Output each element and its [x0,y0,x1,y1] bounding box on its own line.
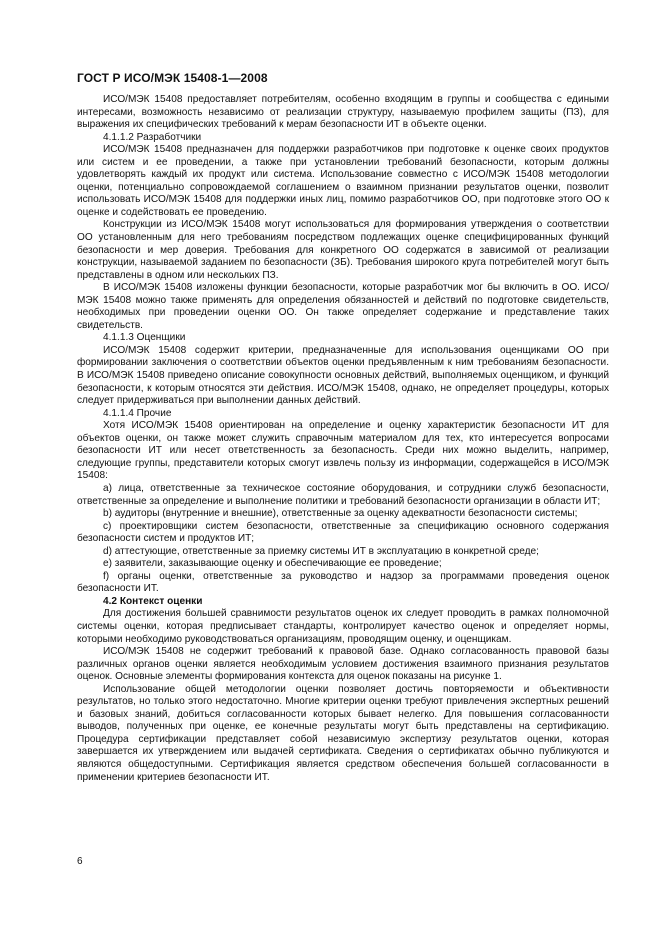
section-heading: 4.2 Контекст оценки [103,595,203,607]
list-item: e) заявители, заказывающие оценку и обеспечивающие ее проведение; [103,558,442,570]
list-item: d) аттестующие, ответственные за приемку системы ИТ в эксплуатацию в конкретной среде; [103,545,539,557]
paragraph: ИСО/МЭК 15408 не содержит требований к правовой базе. Однако согласованность правовой базы различных органов оценки является необходимым условием достижения взаимного признания результатов оценок. Основные элементы формирования контекста для оценок показаны на рисунке 1. [77,646,609,683]
paragraph: ИСО/МЭК 15408 предоставляет потребителям, особенно входящим в группы и сообщества с едиными интересами, возможность независимо от реализации структуру, называемую профилем защиты (ПЗ), для выражения их специфических требований к мерам безопасности ИТ в объекте оценки. [77,94,609,131]
page-header: ГОСТ Р ИСО/МЭК 15408-1—2008 [77,71,268,85]
list-item: a) лица, ответственные за техническое состояние оборудования, и сотрудники служб безопасности, ответственные за определение и выполнение политики и требований безопасности организации в области ИТ; [77,482,609,507]
page-content [77,94,609,784]
paragraph: Для достижения большей сравнимости результатов оценок их следует проводить в рамках полномочной системы оценки, которая предписывает стандарты, контролирует качество оценок и определяет нормы, которыми необходимо руководствоваться организациям, проводящим оценку, и оценщикам. [77,608,609,645]
paragraph: Использование общей методологии оценки позволяет достичь повторяемости и объективности результатов, но только этого недостаточно. Многие критерии оценки требуют привлечения экспертных решений и базовых знаний, добиться согласованности которых бывает нелегко. Для повышения согласованности выводов, полученных при оценке, ее конечные результаты могут быть представлены на сертификацию. Процедура сертификации представляет собой независимую экспертизу результатов оценки, которая завершается их утверждением или выдачей сертификата. Сведения о сертификатах обычно публикуются и являются общедоступными. Сертификация является средством обеспечения большей согласованности в применении критериев безопасности ИТ. [77,683,609,783]
paragraph: Хотя ИСО/МЭК 15408 ориентирован на определение и оценку характеристик безопасности ИТ для объектов оценки, он также может служить справочным материалом для тех, кто интересуется вопросами безопасности ИТ или несет ответственность за безопасность. Среди них можно выделить, например, следующие группы, представители которых смогут извлечь пользу из информации, содержащейся в ИСО/МЭК 15408: [77,420,609,482]
list-item: c) проектировщики систем безопасности, ответственные за спецификацию основного содержания безопасности систем и продуктов ИТ; [77,520,609,545]
paragraph: Конструкции из ИСО/МЭК 15408 могут использоваться для формирования утверждения о соответствии ОО установленным для него требованиям посредством подлежащих оценке специфицированных функций безопасности и мер доверия. Требования для конкретного ОО содержатся в зависимой от реализации конструкции, называемой заданием по безопасности (ЗБ). Требования широкого круга потребителей могут быть представлены в одном или нескольких ПЗ. [77,219,609,281]
subsection-heading: 4.1.1.4 Прочие [103,407,172,419]
subsection-heading: 4.1.1.3 Оценщики [103,332,186,344]
paragraph: В ИСО/МЭК 15408 изложены функции безопасности, которые разработчик мог бы включить в ОО. ИСО/МЭК 15408 можно также применять для определения обязанностей и действий по подготовке свидетельств, необходимых при проведении оценки ОО. Он также определяет содержание и представление таких свидетельств. [77,282,609,331]
page-number: 6 [77,856,83,867]
subsection-heading: 4.1.1.2 Разработчики [103,131,202,143]
paragraph: ИСО/МЭК 15408 предназначен для поддержки разработчиков при подготовке к оценке своих продуктов или систем и ее проведении, а также при установлении требований безопасности, которым должны удовлетворять каждый их продукт или система. Использование совместно с ИСО/МЭК 15408 методологии оценки, потенциально сопровождаемой соглашением о взаимном признании результатов оценки, позволит использовать ИСО/МЭК 15408 для поддержки иных лиц, помимо разработчиков ОО, при подготовке этого ОО к оценке и содействовать ее проведению. [77,144,609,218]
list-item: f) органы оценки, ответственные за руководство и надзор за программами проведения оценок безопасности ИТ. [77,570,609,595]
list-item: b) аудиторы (внутренние и внешние), ответственные за оценку адекватности безопасности системы; [103,508,578,520]
paragraph: ИСО/МЭК 15408 содержит критерии, предназначенные для использования оценщиками ОО при формировании заключения о соответствии объектов оценки предъявленным к ним требованиям безопасности. В ИСО/МЭК 15408 приведено описание совокупности основных действий, выполняемых оценщиком, и функций безопасности, к которым относятся эти действия. ИСО/МЭК 15408, однако, не определяет процедуры, которых следует придерживаться при выполнении данных действий. [77,344,609,407]
